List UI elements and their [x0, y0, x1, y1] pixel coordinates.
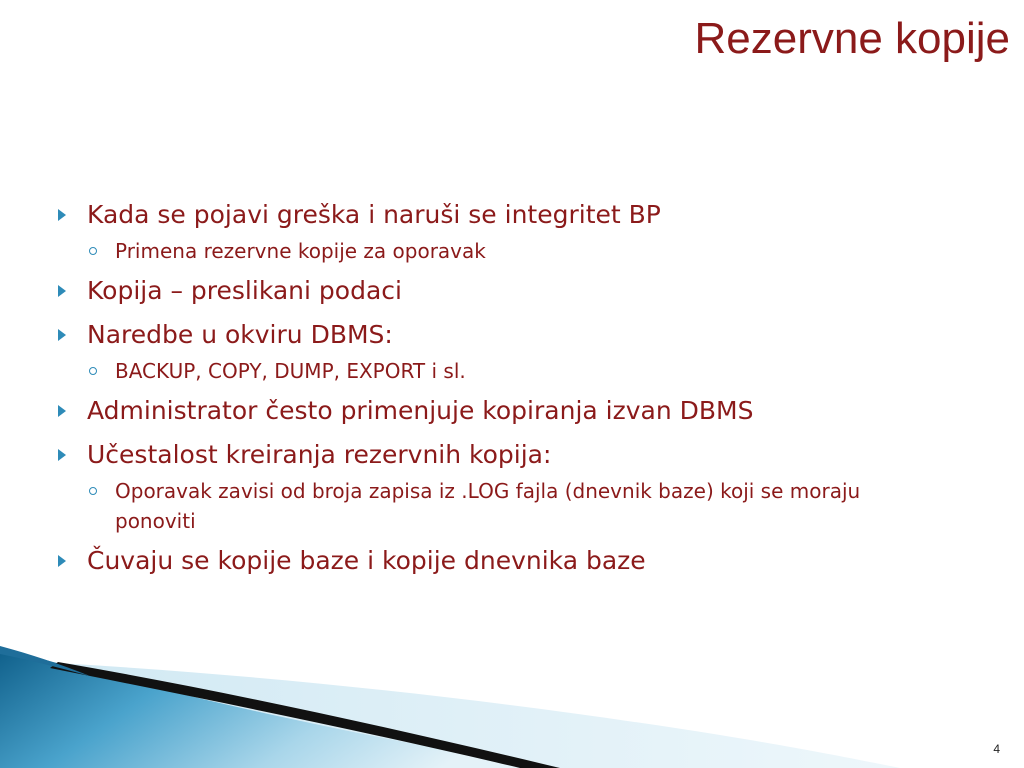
triangle-right-icon [58, 285, 66, 297]
bullet-text: Čuvaju se kopije baze i kopije dnevnika baze [87, 546, 646, 575]
bullet-item [56, 544, 986, 578]
page-number: 4 [993, 742, 1000, 756]
bullet-item [56, 394, 986, 428]
bullet-item [56, 318, 986, 352]
bullet-text: Kopija – preslikani podaci [87, 276, 402, 305]
sub-bullet-item [89, 476, 945, 536]
hollow-circle-icon [89, 487, 97, 495]
bullet-text: Učestalost kreiranja rezervnih kopija: [87, 440, 552, 469]
bullet-text: Naredbe u okviru DBMS: [87, 320, 393, 349]
triangle-right-icon [58, 449, 66, 461]
triangle-right-icon [58, 405, 66, 417]
sub-bullet-text: Oporavak zavisi od broja zapisa iz .LOG fajla (dnevnik baze) koji se moraju ponoviti [115, 479, 861, 533]
bullet-text: Kada se pojavi greška i naruši se integritet BP [87, 200, 661, 229]
sub-bullet-item [89, 236, 986, 266]
slide-title: Rezervne kopije [694, 14, 1010, 63]
bullet-item [56, 274, 986, 308]
triangle-right-icon [58, 209, 66, 221]
triangle-right-icon [58, 329, 66, 341]
bullet-item [56, 438, 986, 472]
triangle-right-icon [58, 555, 66, 567]
bullet-item [56, 198, 986, 232]
bullet-text: Administrator često primenjuje kopiranja izvan DBMS [87, 396, 754, 425]
hollow-circle-icon [89, 367, 97, 375]
bullet-list [56, 198, 986, 588]
hollow-circle-icon [89, 247, 97, 255]
sub-bullet-item [89, 356, 986, 386]
sub-bullet-text: Primena rezervne kopije za oporavak [115, 239, 486, 263]
sub-bullet-text: BACKUP, COPY, DUMP, EXPORT i sl. [115, 359, 466, 383]
